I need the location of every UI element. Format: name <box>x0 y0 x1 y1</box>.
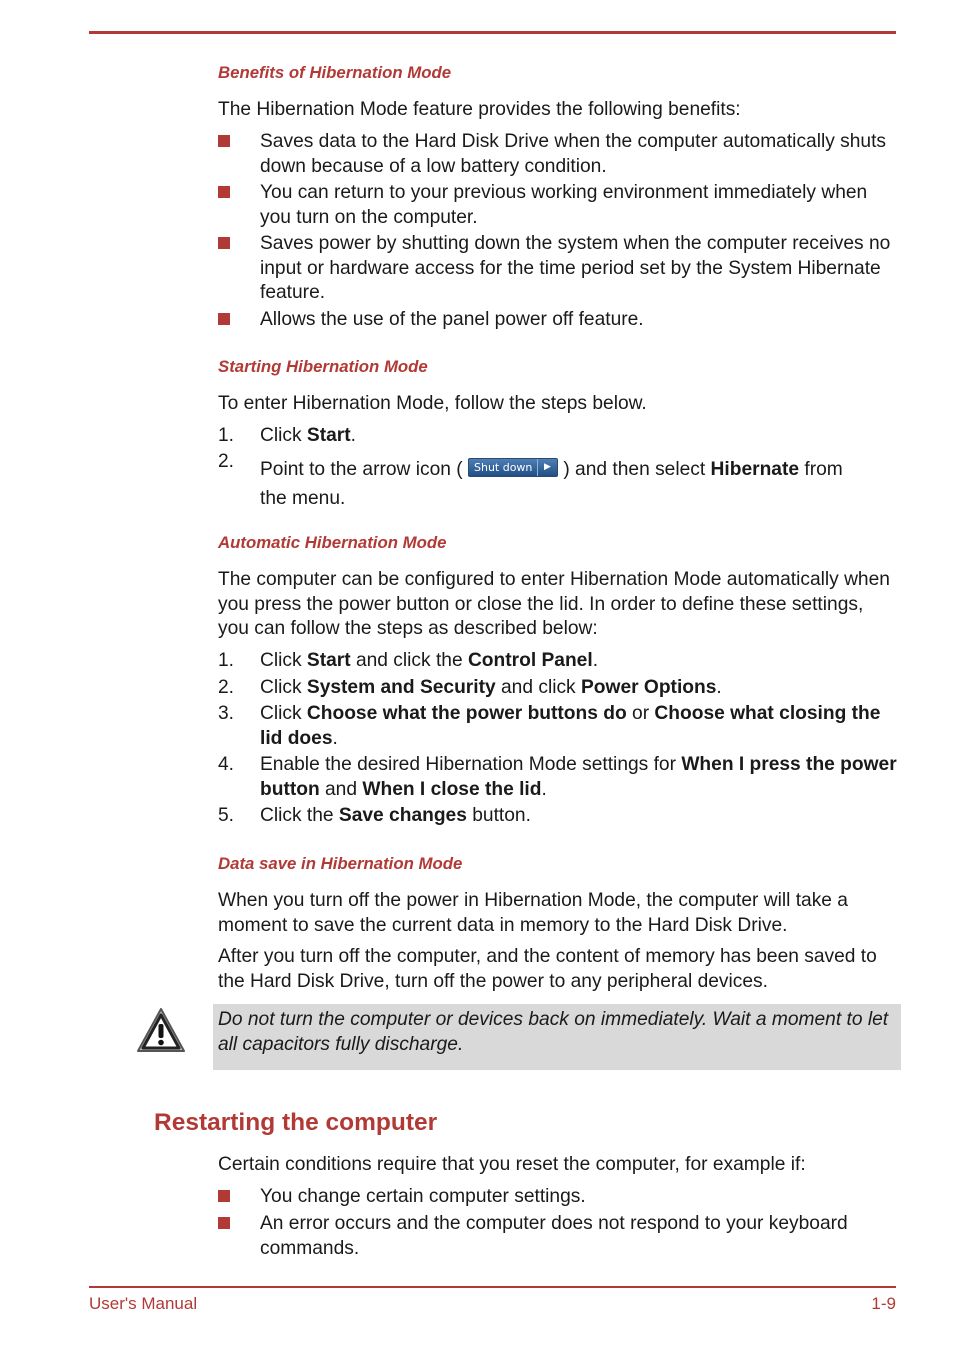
shut-down-button-label: Shut down <box>473 461 533 474</box>
data-save-paragraph-1: When you turn off the power in Hibernation Mode, the computer will take a moment to save the current data in memory to the Hard Disk Drive. <box>218 890 848 936</box>
automatic-step-5 <box>218 804 898 829</box>
step-number: 4. <box>218 754 235 775</box>
benefits-bullet-3 <box>218 232 898 306</box>
benefits-bullet-1 <box>218 130 898 179</box>
warning-triangle-icon <box>135 1005 187 1057</box>
bullet-text: Saves data to the Hard Disk Drive when the computer automatically shuts down because of a low battery condition. <box>260 131 887 177</box>
bullet-text: You can return to your previous working environment immediately when you turn on the computer. <box>260 182 868 228</box>
benefits-heading: Benefits of Hibernation Mode <box>218 63 452 82</box>
step-text: Enable the desired Hibernation Mode settings for When I press the power button and When I close the lid. <box>260 754 897 800</box>
restarting-bullet-1 <box>218 1185 898 1210</box>
step-number: 1. <box>218 425 235 446</box>
restarting-heading: Restarting the computer <box>154 1109 438 1136</box>
step-text: Click Start. <box>260 425 356 446</box>
bullet-square-icon <box>218 313 230 325</box>
warning-note-box <box>213 1004 901 1070</box>
bullet-text: You change certain computer settings. <box>260 1186 586 1207</box>
bullet-text: Allows the use of the panel power off feature. <box>260 309 644 330</box>
starting-heading: Starting Hibernation Mode <box>218 357 428 376</box>
step-text: Click the Save changes button. <box>260 805 531 826</box>
bullet-square-icon <box>218 186 230 198</box>
bullet-text: Saves power by shutting down the system when the computer receives no input or hardware access for the time period set by the System Hibernate feature. <box>260 233 891 303</box>
step-number: 2. <box>218 451 235 472</box>
step-text: Click Start and click the Control Panel. <box>260 650 599 671</box>
restarting-intro: Certain conditions require that you reset the computer, for example if: <box>218 1154 806 1175</box>
automatic-step-3 <box>218 702 898 751</box>
benefits-bullet-4 <box>218 308 898 333</box>
header-rule <box>89 31 896 34</box>
bullet-square-icon <box>218 1190 230 1202</box>
bullet-square-icon <box>218 237 230 249</box>
starting-step-1 <box>218 424 898 449</box>
footer-page-number: 1-9 <box>871 1294 896 1313</box>
step-number: 5. <box>218 805 235 826</box>
step-text: Point to the arrow icon ( Shut down ▶ ) and then select Hibernate from the menu. <box>260 459 843 509</box>
step-number: 1. <box>218 650 235 671</box>
automatic-intro: The computer can be configured to enter Hibernation Mode automatically when you press the power button or close the lid. In order to define these settings, you can follow the steps as described below: <box>218 569 890 639</box>
bullet-square-icon <box>218 135 230 147</box>
bullet-square-icon <box>218 1217 230 1229</box>
automatic-heading: Automatic Hibernation Mode <box>218 533 447 552</box>
shut-down-button[interactable] <box>468 458 558 477</box>
footer-manual-title: User's Manual <box>89 1294 198 1313</box>
automatic-step-4 <box>218 753 898 802</box>
footer-rule <box>89 1286 896 1288</box>
data-save-heading: Data save in Hibernation Mode <box>218 854 463 873</box>
step-text: Click Choose what the power buttons do or Choose what closing the lid does. <box>260 703 881 749</box>
starting-intro: To enter Hibernation Mode, follow the steps below. <box>218 393 647 414</box>
step-text: Click System and Security and click Power Options. <box>260 677 722 698</box>
automatic-step-1 <box>218 649 898 674</box>
starting-step-2 <box>218 450 898 513</box>
arrow-right-icon[interactable]: ▶ <box>537 459 557 476</box>
step-number: 2. <box>218 677 235 698</box>
benefits-intro: The Hibernation Mode feature provides the following benefits: <box>218 99 741 120</box>
warning-note-text: Do not turn the computer or devices back on immediately. Wait a moment to let all capacitors fully discharge. <box>218 1009 889 1055</box>
automatic-step-2 <box>218 676 898 701</box>
step-number: 3. <box>218 703 235 724</box>
restarting-bullet-2 <box>218 1212 898 1261</box>
data-save-paragraph-2: After you turn off the computer, and the content of memory has been saved to the Hard Disk Drive, turn off the power to any peripheral devices. <box>218 946 877 992</box>
bullet-text: An error occurs and the computer does not respond to your keyboard commands. <box>260 1213 848 1259</box>
benefits-bullet-2 <box>218 181 898 230</box>
